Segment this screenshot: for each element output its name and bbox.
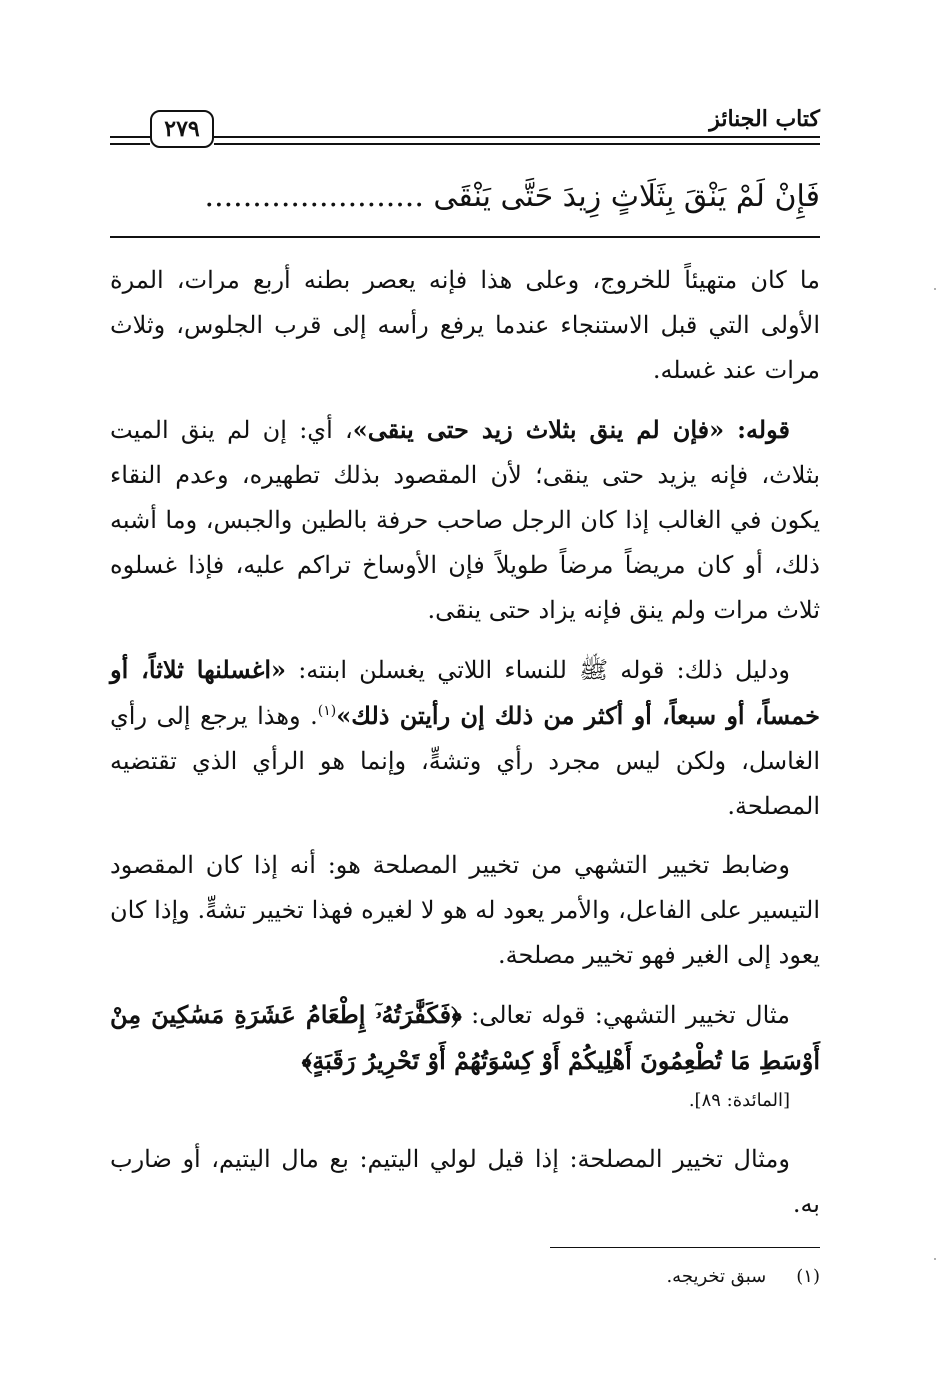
paragraph-1: ما كان متهيئاً للخروج، وعلى هذا فإنه يعصر بطنه أربع مرات، المرة الأولى التي قبل الاستنجاء عندما يرفع رأسه إلى قرب الجلوس، وثلاث مرات عند غسله. (110, 266, 820, 384)
paragraph-5-lead: مثال تخيير التشهي: قوله تعالى: (471, 1001, 790, 1029)
verse-reference: [المائدة: ٨٩]. (688, 1090, 790, 1111)
paragraph-2-rest: ، أي: إن لم ينق الميت بثلاث، فإنه يزيد حتى ينقى؛ لأن المقصود بذلك تطهيره، وعدم النقاء يكون في الغالب إذا كان الرجل صاحب حرفة بالطين والجبس، وما أشبه ذلك، أو كان مريضاً مرضاً طويلاً فإن الأوساخ تراكم عليه، فإذا غسلوه ثلاث مرات ولم ينق فإنه يزاد حتى ينقى. (110, 416, 820, 624)
hadith-quote: «اغسلنها ثلاثاً، أو خمساً، أو سبعاً، أو أكثر من ذلك إن رأيتن ذلك» (110, 655, 820, 730)
page-header (110, 100, 820, 160)
quran-verse: ﴿فَكَفَّٰرَتُهُۥٓ إِطْعَامُ عَشَرَةِ مَسَٰكِينَ مِنْ أَوْسَطِ مَا تُطْعِمُونَ أَهْلِيكُمْ أَوْ كِسْوَتُهُمْ أَوْ تَحْرِيرُ رَقَبَةٍ﴾ (110, 1000, 820, 1075)
footnote-marker[interactable]: (١) (317, 703, 337, 719)
footnote-number: (١) (796, 1266, 820, 1287)
matn-text: فَإِنْ لَمْ يَنْقَ بِثَلَاثٍ زِيدَ حَتَّى يَنْقَى ....................... (204, 179, 820, 214)
paragraph-2 (110, 407, 820, 633)
paragraph-4: وضابط تخيير التشهي من تخيير المصلحة هو: أنه إذا كان المقصود التيسير على الفاعل، والأمر يعود له هو لا لغيره فهذا تخيير تشهٍّ. وإذا كان يعود إلى الغير فهو تخيير مصلحة. (110, 851, 820, 969)
commentary-body (110, 258, 820, 1241)
paragraph-3 (110, 647, 820, 829)
page-number: ٢٧٩ (150, 110, 214, 148)
footnote (666, 1262, 820, 1292)
paragraph-3-lead: ودليل ذلك: قوله ﷺ للنساء اللاتي يغسلن ابنته: (298, 656, 790, 684)
paragraph-3-rest: . وهذا يرجع إلى رأي الغاسل، ولكن ليس مجرد رأي وتشهٍّ، وإنما هو الرأي الذي تقتضيه المصلحة. (110, 702, 820, 820)
scan-speck (934, 288, 936, 290)
footnote-text: سبق تخريجه. (666, 1266, 767, 1287)
header-rule-left (110, 136, 150, 145)
matn-quote: قوله: «فإن لم ينق بثلاث زيد حتى ينقى» (352, 415, 790, 444)
footnote-divider (550, 1247, 820, 1248)
book-title: كتاب الجنائز (709, 106, 820, 132)
matn-divider (110, 236, 820, 238)
book-page (110, 0, 820, 1389)
header-rule-right (214, 136, 820, 145)
paragraph-5 (110, 992, 820, 1123)
scan-speck (934, 1258, 936, 1260)
paragraph-6: ومثال تخيير المصلحة: إذا قيل لولي اليتيم: بع مال اليتيم، أو ضارب به. (110, 1145, 820, 1218)
